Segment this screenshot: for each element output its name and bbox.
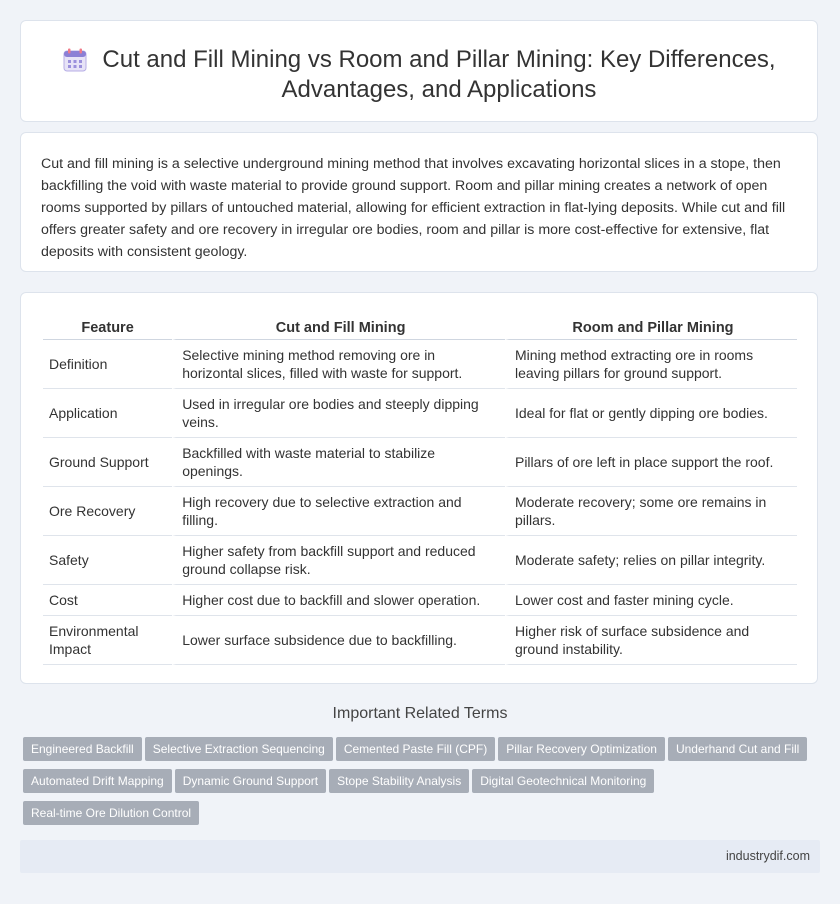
related-term-tag[interactable]: Selective Extraction Sequencing (145, 737, 333, 761)
calendar-icon (62, 47, 88, 73)
room-and-pillar-cell: Ideal for flat or gently dipping ore bodies. (505, 389, 797, 438)
header-cut-and-fill: Cut and Fill Mining (172, 315, 505, 340)
cut-and-fill-cell: Selective mining method removing ore in horizontal slices, filled with waste for support. (172, 340, 505, 389)
comparison-card (20, 292, 818, 684)
related-terms-title: Important Related Terms (332, 705, 508, 722)
feature-cell: Environmental Impact (43, 616, 172, 665)
table-row (43, 438, 797, 487)
table-row (43, 616, 797, 665)
feature-cell: Safety (43, 536, 172, 585)
related-terms-list (23, 737, 823, 833)
table-row (43, 536, 797, 585)
comparison-table (43, 315, 797, 665)
related-term-tag[interactable]: Cemented Paste Fill (CPF) (336, 737, 495, 761)
feature-cell: Application (43, 389, 172, 438)
related-term-tag[interactable]: Engineered Backfill (23, 737, 142, 761)
header-room-and-pillar: Room and Pillar Mining (505, 315, 797, 340)
related-term-tag[interactable]: Dynamic Ground Support (175, 769, 326, 793)
related-term-tag[interactable]: Digital Geotechnical Monitoring (472, 769, 654, 793)
title-card (20, 20, 818, 122)
room-and-pillar-cell: Pillars of ore left in place support the roof. (505, 438, 797, 487)
feature-cell: Definition (43, 340, 172, 389)
cut-and-fill-cell: Backfilled with waste material to stabilize openings. (172, 438, 505, 487)
room-and-pillar-cell: Lower cost and faster mining cycle. (505, 585, 797, 616)
intro-paragraph: Cut and fill mining is a selective underground mining method that involves excavating horizontal slices in a stope, then backfilling the void with waste material to provide ground support. Room and pillar mining creates a network of open rooms supported by pillars of untouched material, allowing for efficient extraction in flat-lying deposits. While cut and fill offers greater safety and ore recovery in irregular ore bodies, room and pillar is more cost-effective for extensive, flat deposits with consistent geology. (41, 156, 786, 260)
feature-cell: Cost (43, 585, 172, 616)
footer-bar (20, 840, 820, 873)
footer-site-link[interactable]: industrydif.com (725, 849, 810, 863)
table-row (43, 487, 797, 536)
table-row (43, 389, 797, 438)
header-feature: Feature (43, 315, 172, 340)
page-title: Cut and Fill Mining vs Room and Pillar Mining: Key Differences, Advantages, and Applications (102, 46, 776, 103)
page-header (21, 45, 817, 105)
cut-and-fill-cell: High recovery due to selective extraction and filling. (172, 487, 505, 536)
feature-cell: Ground Support (43, 438, 172, 487)
room-and-pillar-cell: Mining method extracting ore in rooms leaving pillars for ground support. (505, 340, 797, 389)
cut-and-fill-cell: Higher safety from backfill support and reduced ground collapse risk. (172, 536, 505, 585)
related-term-tag[interactable]: Automated Drift Mapping (23, 769, 172, 793)
related-term-tag[interactable]: Real-time Ore Dilution Control (23, 801, 199, 825)
room-and-pillar-cell: Moderate safety; relies on pillar integrity. (505, 536, 797, 585)
related-term-tag[interactable]: Stope Stability Analysis (329, 769, 469, 793)
related-term-tag[interactable]: Pillar Recovery Optimization (498, 737, 665, 761)
table-row (43, 340, 797, 389)
related-term-tag[interactable]: Underhand Cut and Fill (668, 737, 807, 761)
room-and-pillar-cell: Higher risk of surface subsidence and ground instability. (505, 616, 797, 665)
table-row (43, 585, 797, 616)
cut-and-fill-cell: Lower surface subsidence due to backfilling. (172, 616, 505, 665)
feature-cell: Ore Recovery (43, 487, 172, 536)
cut-and-fill-cell: Higher cost due to backfill and slower operation. (172, 585, 505, 616)
intro-card (20, 132, 818, 272)
cut-and-fill-cell: Used in irregular ore bodies and steeply dipping veins. (172, 389, 505, 438)
room-and-pillar-cell: Moderate recovery; some ore remains in pillars. (505, 487, 797, 536)
table-header-row (43, 315, 797, 340)
